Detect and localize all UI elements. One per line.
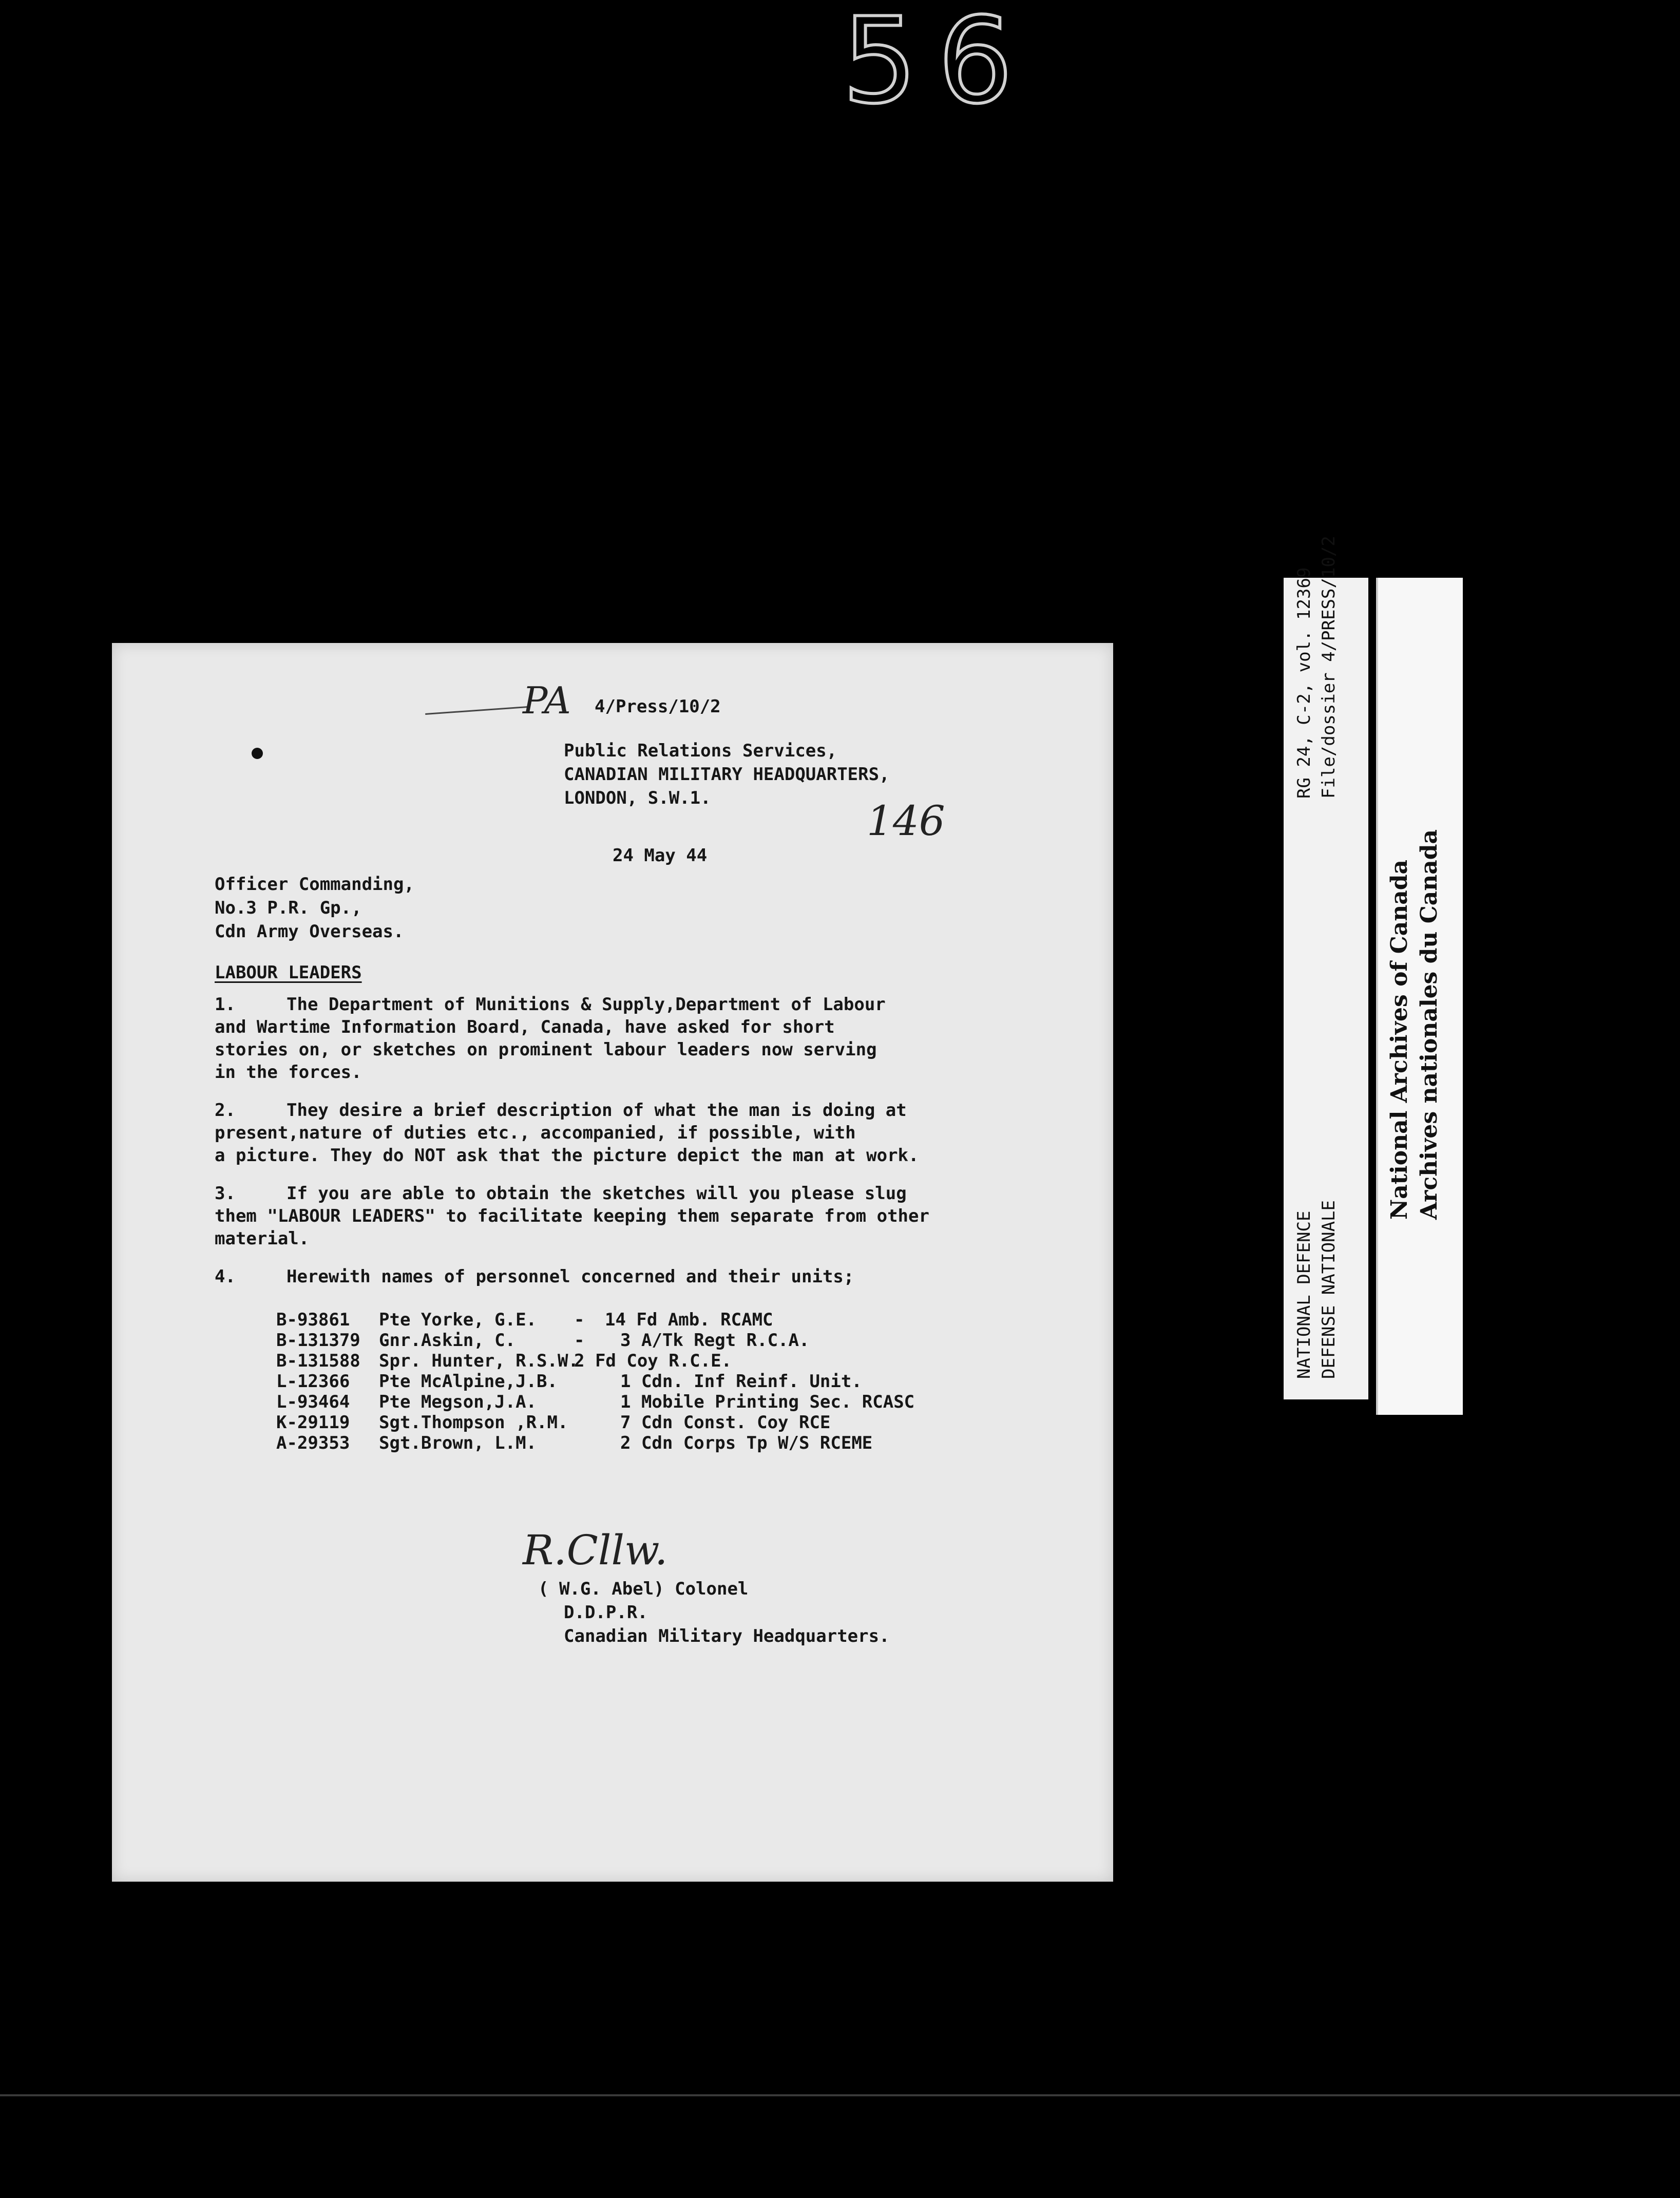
paragraph-4-line-1: Herewith names of personnel concerned and their units; xyxy=(287,1266,854,1287)
personnel-number: B-131379 xyxy=(276,1330,360,1351)
archive-reference-strip xyxy=(1284,536,1368,1399)
sender-line-2: CANADIAN MILITARY HEADQUARTERS, xyxy=(564,764,890,785)
department-line-1: NATIONAL DEFENCE xyxy=(1294,1210,1314,1379)
personnel-name: Pte McAlpine,J.B. xyxy=(379,1371,558,1392)
scan-line xyxy=(0,2094,1680,2096)
personnel-name: Spr. Hunter, R.S.W. xyxy=(379,1351,579,1371)
paragraph-2-line-1: They desire a brief description of what the man is doing at xyxy=(287,1100,907,1121)
paragraph-2-line-3: a picture. They do NOT ask that the picture depict the man at work. xyxy=(215,1145,919,1166)
paragraph-1-line-4: in the forces. xyxy=(215,1062,362,1083)
personnel-number: B-131588 xyxy=(276,1351,360,1371)
addressee-line-1: Officer Commanding, xyxy=(215,874,414,895)
archives-name-english: National Archives of Canada xyxy=(1386,859,1412,1220)
handwritten-folio-number: 146 xyxy=(867,797,945,845)
personnel-unit: 7 Cdn Const. Coy RCE xyxy=(620,1412,831,1433)
handwritten-initials: PA xyxy=(523,679,571,722)
sender-line-3: LONDON, S.W.1. xyxy=(564,788,711,808)
paragraph-4-number: 4. xyxy=(215,1266,236,1287)
sender-line-1: Public Relations Services, xyxy=(564,741,837,761)
signatory-title: D.D.P.R. xyxy=(564,1602,648,1623)
personnel-number: L-12366 xyxy=(276,1371,350,1392)
personnel-number: A-29353 xyxy=(276,1433,350,1453)
paragraph-1-line-2: and Wartime Information Board, Canada, have asked for short xyxy=(215,1017,835,1037)
personnel-name: Sgt.Brown, L.M. xyxy=(379,1433,537,1453)
handwritten-stroke xyxy=(425,706,528,715)
archives-name-strip xyxy=(1376,578,1463,1415)
addressee-line-3: Cdn Army Overseas. xyxy=(215,921,404,942)
letter-date: 24 May 44 xyxy=(613,845,708,866)
paragraph-3-line-2: them "LABOUR LEADERS" to facilitate keeping them separate from other xyxy=(215,1206,929,1226)
personnel-unit: 2 Cdn Corps Tp W/S RCEME xyxy=(620,1433,873,1453)
department-line-2: DEFENSE NATIONALE xyxy=(1319,1200,1339,1379)
personnel-unit: 1 Cdn. Inf Reinf. Unit. xyxy=(620,1371,862,1392)
personnel-unit: 1 Mobile Printing Sec. RCASC xyxy=(620,1392,915,1412)
file-reference: 4/Press/10/2 xyxy=(595,696,721,717)
personnel-name: Pte Yorke, G.E. xyxy=(379,1310,537,1330)
handwritten-signature: R.Cllw. xyxy=(523,1526,668,1574)
paragraph-1-number: 1. xyxy=(215,994,236,1015)
paragraph-3-line-3: material. xyxy=(215,1228,310,1249)
archive-reference-line-2: File/dossier 4/PRESS/10/2 xyxy=(1319,536,1339,799)
personnel-name: Gnr.Askin, C. xyxy=(379,1330,516,1351)
paragraph-1-line-3: stories on, or sketches on prominent labour leaders now serving xyxy=(215,1039,877,1060)
personnel-name: Sgt.Thompson ,R.M. xyxy=(379,1412,568,1433)
personnel-dash: - xyxy=(574,1310,585,1330)
personnel-name: Pte Megson,J.A. xyxy=(379,1392,537,1412)
signatory-name: ( W.G. Abel) Colonel xyxy=(538,1579,749,1599)
personnel-number: L-93464 xyxy=(276,1392,350,1412)
paragraph-1-line-1: The Department of Munitions & Supply,Department of Labour xyxy=(287,994,886,1015)
frame-number: 56 xyxy=(842,0,1034,130)
paragraph-2-line-2: present,nature of duties etc., accompanied, if possible, with xyxy=(215,1123,856,1143)
personnel-number: K-29119 xyxy=(276,1412,350,1433)
personnel-number: B-93861 xyxy=(276,1310,350,1330)
paragraph-3-line-1: If you are able to obtain the sketches will you please slug xyxy=(287,1183,907,1204)
punch-hole xyxy=(252,748,263,759)
letter-sheet xyxy=(112,643,1113,1882)
archives-name-french: Archives nationales du Canada xyxy=(1416,829,1442,1220)
archive-reference-line-1: RG 24, C-2, vol. 12369 xyxy=(1294,567,1314,799)
addressee-line-2: No.3 P.R. Gp., xyxy=(215,898,362,918)
paragraph-3-number: 3. xyxy=(215,1183,236,1204)
paragraph-2-number: 2. xyxy=(215,1100,236,1121)
personnel-unit: 14 Fd Amb. RCAMC xyxy=(605,1310,773,1330)
signatory-organization: Canadian Military Headquarters. xyxy=(564,1626,890,1646)
subject-heading: LABOUR LEADERS xyxy=(215,962,362,983)
personnel-unit: 3 A/Tk Regt R.C.A. xyxy=(620,1330,810,1351)
personnel-unit: 2 Fd Coy R.C.E. xyxy=(574,1351,732,1371)
personnel-dash: - xyxy=(574,1330,585,1351)
